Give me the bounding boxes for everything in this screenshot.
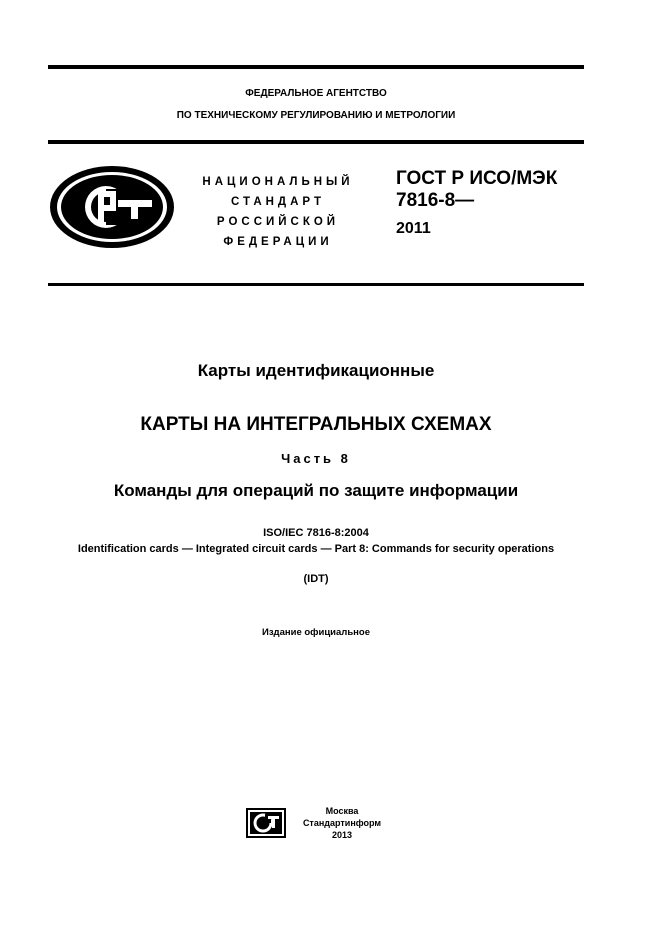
standard-type-line-3: РОССИЙСКОЙ [216,216,340,228]
standard-type-line-4: ФЕДЕРАЦИИ [223,236,333,248]
standard-type [190,172,366,252]
standard-type-line-2: СТАНДАРТ [231,196,325,208]
publisher-year: 2013 [331,830,353,840]
title-part: Часть 8 [281,451,351,466]
publisher-city: Москва [325,806,359,816]
publisher-imprint [296,805,388,841]
header-rule [48,140,584,144]
standard-type-line-1: НАЦИОНАЛЬНЫЙ [202,176,354,188]
top-rule [48,65,584,69]
iso-reference: ISO/IEC 7816-8:2004 [263,527,369,539]
title-subtitle: Команды для операций по защите информации [113,481,519,500]
standard-number-line-2: 7816-8— [396,190,475,211]
rst-certification-logo-icon [48,164,176,250]
agency-line-1: ФЕДЕРАЛЬНОЕ АГЕНТСТВО [245,88,387,99]
agency-line-2: ПО ТЕХНИЧЕСКОМУ РЕГУЛИРОВАНИЮ И МЕТРОЛОГИИ [176,110,456,121]
title-genre: Карты идентификационные [197,361,435,380]
standartinform-logo-icon [246,808,286,838]
standard-rule [48,283,584,286]
edition-note: Издание официальное [262,627,370,638]
standard-number-line-1: ГОСТ Р ИСО/МЭК [396,168,558,189]
title-main: КАРТЫ НА ИНТЕГРАЛЬНЫХ СХЕМАХ [140,414,492,435]
english-title: Identification cards — Integrated circuit cards — Part 8: Commands for security operations [77,543,555,555]
standard-number [396,168,596,212]
standard-year: 2011 [396,220,431,237]
publisher-name: Стандартинформ [302,818,382,828]
conformity-degree: (IDT) [303,573,329,585]
